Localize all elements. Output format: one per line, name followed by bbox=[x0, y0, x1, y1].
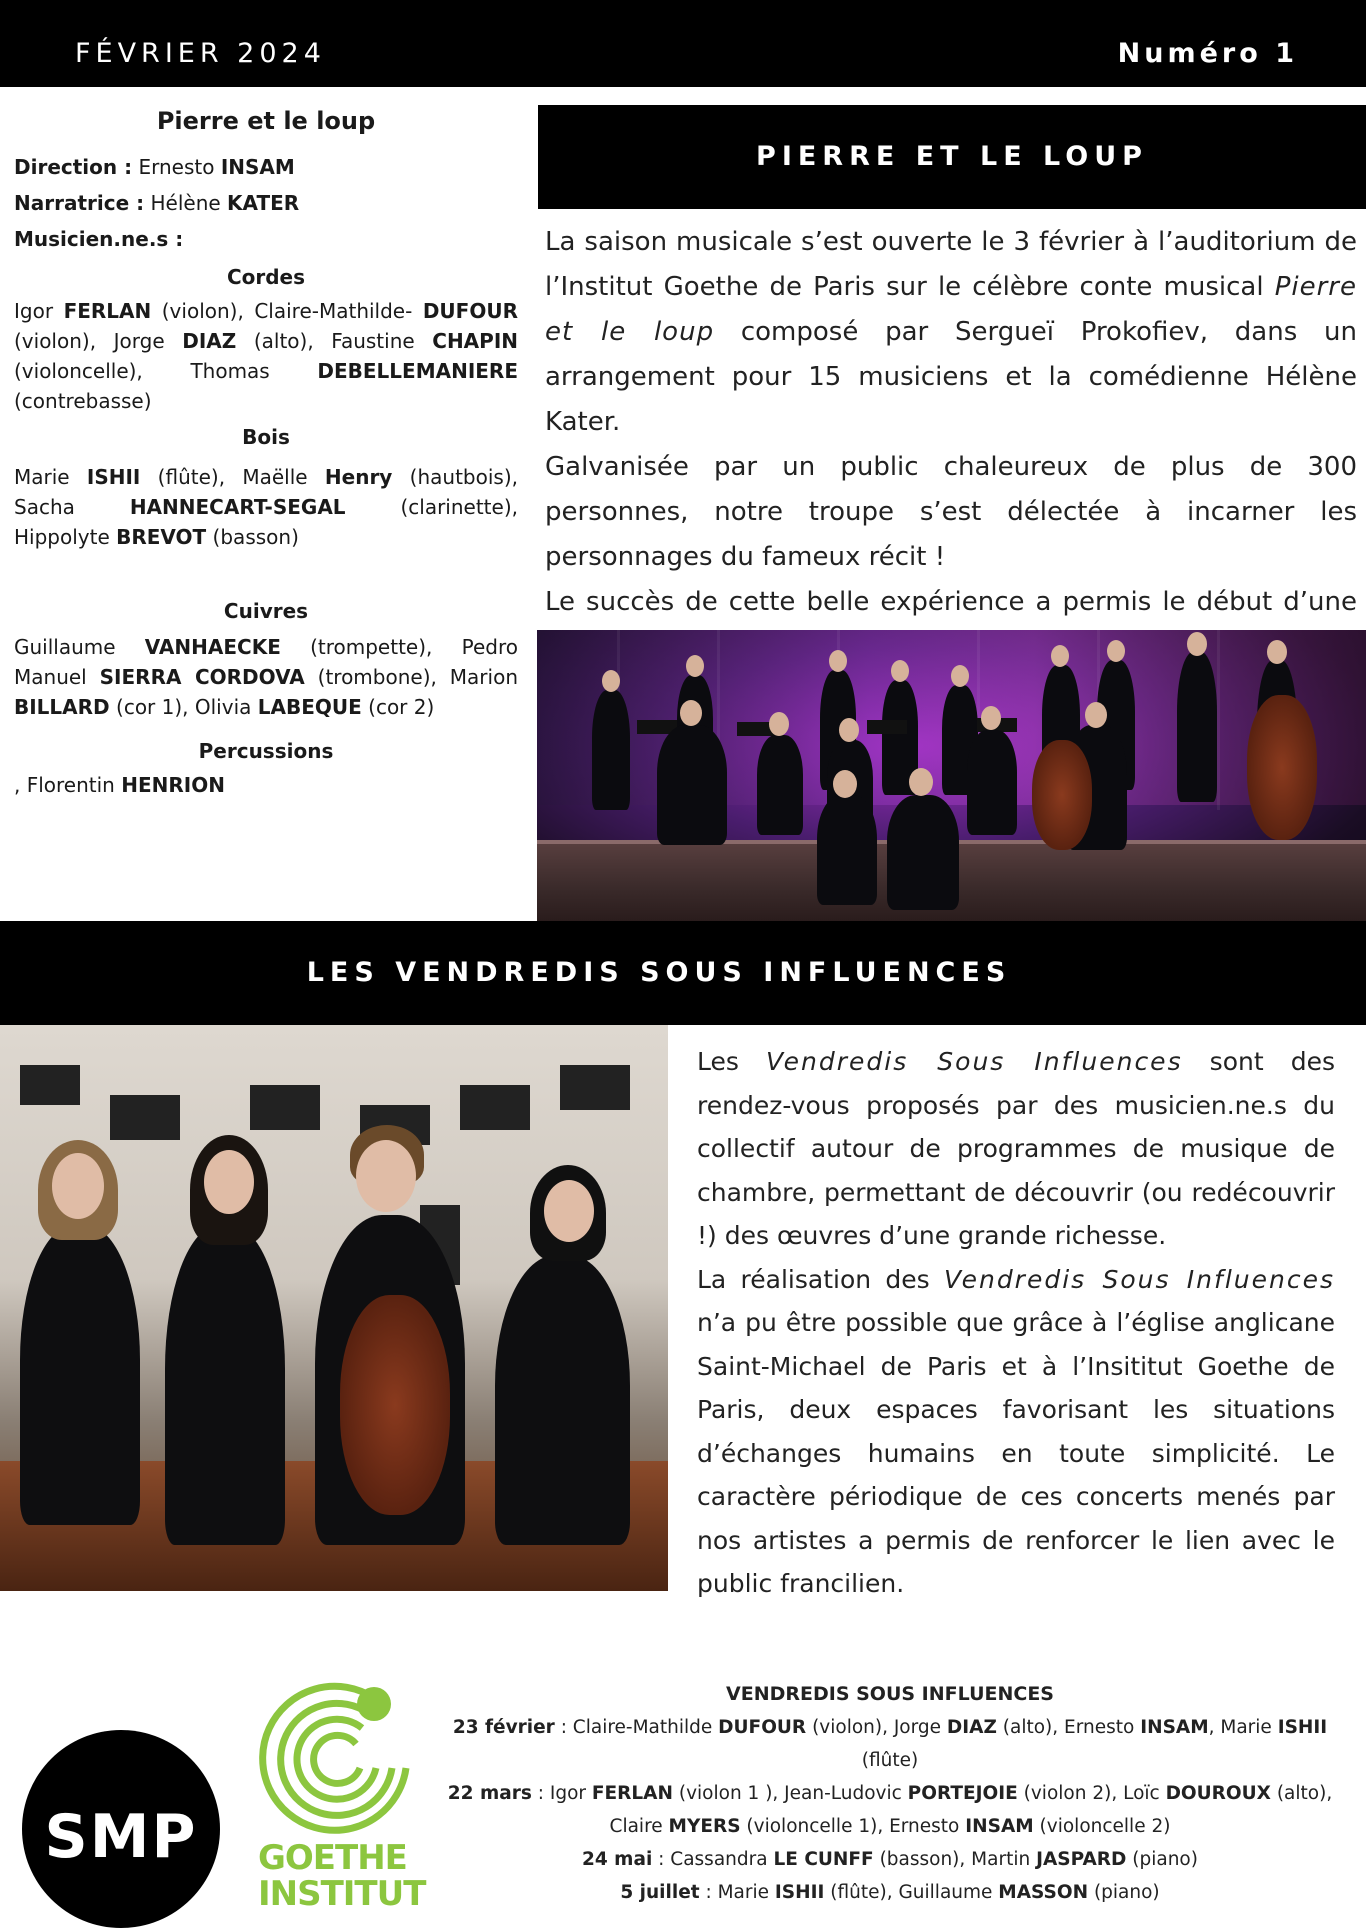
goethe-rings-icon bbox=[256, 1668, 416, 1838]
vendredis-banner: LES VENDREDIS SOUS INFLUENCES bbox=[0, 921, 1366, 1025]
cuivres-heading: Cuivres bbox=[223, 599, 309, 623]
narrator-last: KATER bbox=[227, 191, 300, 215]
direction-label: Direction : bbox=[14, 155, 133, 179]
narrator-line bbox=[14, 188, 518, 218]
pierre-loup-banner: PIERRE ET LE LOUP bbox=[538, 105, 1366, 209]
musicians-label: Musicien.ne.s : bbox=[14, 227, 184, 251]
schedule bbox=[425, 1678, 1355, 1909]
direction-first: Ernesto bbox=[138, 155, 215, 179]
article2-p2: La réalisation des Vendredis Sous Influences n’a pu être possible que grâce à l’église anglicane Saint-Michael de Paris et à l’Insititut Goethe de Paris, deux espaces favorisant les situations d’échanges humains en toute simplicité. Le caractère périodique de ces concerts menés par nos artistes a permis de renforcer le lien avec le public francilien. bbox=[697, 1264, 1335, 1598]
vendredis-article bbox=[697, 1040, 1335, 1606]
orchestra-photo bbox=[537, 630, 1366, 921]
cuivres-list: Guillaume VANHAECKE (trompette), Pedro Manuel SIERRA CORDOVA (trombone), Marion BILLARD (cor 1), Olivia LABEQUE (cor 2) bbox=[14, 635, 518, 719]
narrator-label: Narratrice : bbox=[14, 191, 145, 215]
cordes-list: Igor FERLAN (violon), Claire-Mathilde- DUFOUR (violon), Jorge DIAZ (alto), Faustine CHAPIN (violoncelle), Thomas DEBELLEMANIERE (contrebasse) bbox=[14, 299, 518, 413]
schedule-entry-3: 24 mai : Cassandra LE CUNFF (basson), Martin JASPARD (piano) bbox=[582, 1849, 1198, 1870]
schedule-entry-1: 23 février : Claire-Mathilde DUFOUR (violon), Jorge DIAZ (alto), Ernesto INSAM, Marie ISHII (flûte) bbox=[452, 1717, 1328, 1771]
schedule-entry-4: 5 juillet : Marie ISHII (flûte), Guillaume MASSON (piano) bbox=[620, 1882, 1160, 1903]
credits-title: Pierre et le loup bbox=[156, 107, 376, 135]
goethe-text-2: INSTITUT bbox=[258, 1874, 426, 1914]
goethe-text-1: GOETHE bbox=[258, 1838, 407, 1878]
percussions-list: , Florentin HENRION bbox=[14, 773, 225, 797]
cordes-heading: Cordes bbox=[226, 265, 306, 289]
article2-p1: Les Vendredis Sous Influences sont des rendez-vous proposés par des musicien.ne.s du collectif autour de programmes de musique de chambre, permettant de découvrir (ou redécouvrir !) des œuvres d’une grande richesse. bbox=[697, 1047, 1335, 1250]
header-bar bbox=[0, 0, 1366, 87]
goethe-institut-logo bbox=[256, 1668, 426, 1923]
smp-logo-text: SMP bbox=[44, 1802, 198, 1872]
pierre-loup-article bbox=[545, 220, 1357, 670]
article1-p3: Le succès de cette belle expérience a permis le début d’une bbox=[545, 587, 1357, 617]
quartet-photo bbox=[0, 1025, 668, 1591]
schedule-entry-2: 22 mars : Igor FERLAN (violon 1 ), Jean-Ludovic PORTEJOIE (violon 2), Loïc DOUROUX (alto), Claire MYERS (violoncelle 1), Ernesto INSAM (violoncelle 2) bbox=[447, 1783, 1333, 1837]
bois-list: Marie ISHII (flûte), Maëlle Henry (hautbois), Sacha HANNECART-SEGAL (clarinette), Hippolyte BREVOT (basson) bbox=[14, 465, 518, 549]
smp-logo bbox=[22, 1730, 220, 1928]
direction-line bbox=[14, 152, 518, 182]
percussions-heading: Percussions bbox=[198, 739, 334, 763]
issue-date: FÉVRIER 2024 bbox=[75, 38, 326, 69]
issue-number: Numéro 1 bbox=[1117, 38, 1298, 69]
narrator-first: Hélène bbox=[150, 191, 221, 215]
direction-last: INSAM bbox=[220, 155, 295, 179]
bois-heading: Bois bbox=[242, 425, 290, 449]
article1-p2: Galvanisée par un public chaleureux de plus de 300 personnes, notre troupe s’est délectée à incarner les personnages du fameux récit ! bbox=[545, 452, 1357, 572]
credits-column bbox=[14, 106, 518, 804]
article1-p1: La saison musicale s’est ouverte le 3 février à l’auditorium de l’Institut Goethe de Paris sur le célèbre conte musical Pierre et le loup composé par Sergueï Prokofiev, dans un arrangement pour 15 musiciens et la comédienne Hélène Kater. bbox=[545, 227, 1357, 437]
schedule-title: VENDREDIS SOUS INFLUENCES bbox=[726, 1683, 1054, 1705]
